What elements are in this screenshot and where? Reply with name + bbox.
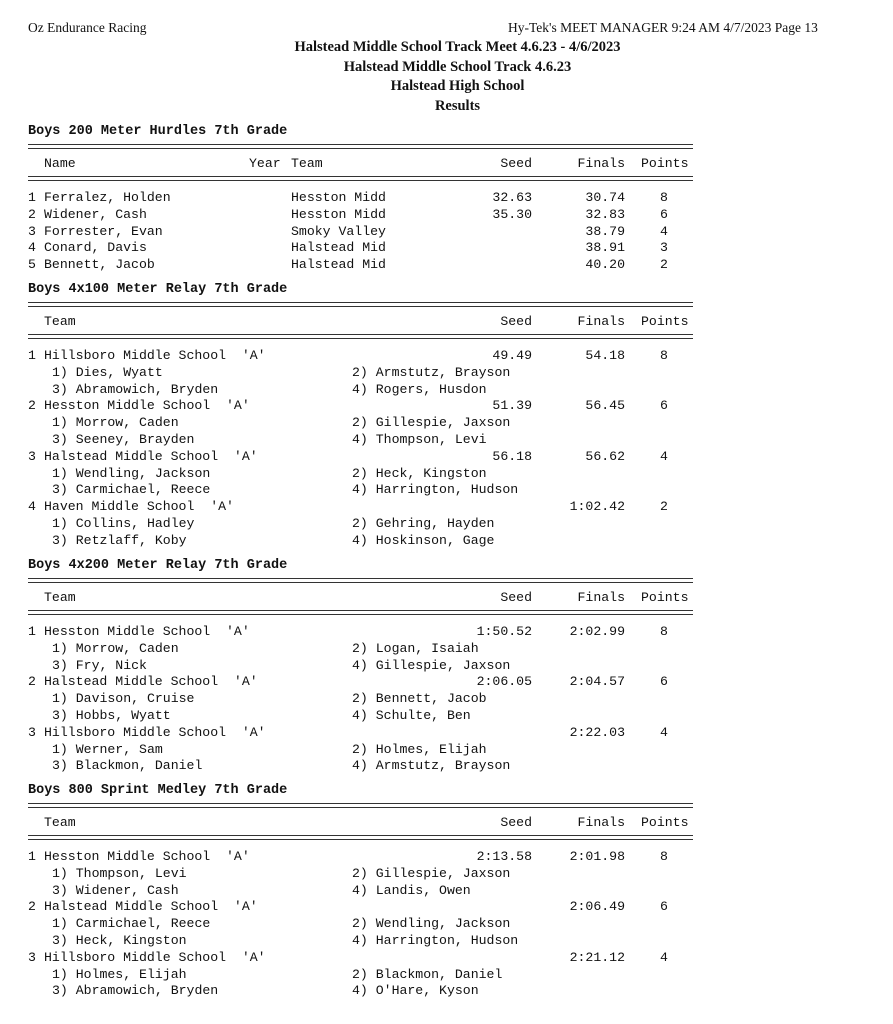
meet-venue: Halstead High School bbox=[390, 78, 525, 94]
relay-runner: 3) Blackmon, Daniel bbox=[52, 758, 203, 774]
column-header-finals: Finals bbox=[577, 314, 625, 329]
finals-time: 2:02.99 bbox=[569, 624, 625, 639]
column-header-seed: Seed bbox=[500, 590, 532, 605]
result-place: 3 bbox=[28, 949, 36, 965]
column-header-team: Team bbox=[44, 314, 76, 329]
finals-time: 32.83 bbox=[585, 206, 625, 222]
column-header-name: Name bbox=[44, 156, 76, 171]
relay-runner: 3) Abramowich, Bryden bbox=[52, 983, 219, 999]
finals-time: 38.91 bbox=[585, 240, 625, 256]
relay-runner: 4) Schulte, Ben bbox=[352, 708, 471, 723]
points-value: 8 bbox=[660, 348, 668, 363]
relay-team: Hillsboro Middle School 'A' bbox=[44, 348, 266, 363]
relay-team: Hillsboro Middle School 'A' bbox=[44, 949, 266, 965]
athlete-team: Hesston Midd bbox=[291, 206, 386, 222]
finals-time: 2:22.03 bbox=[569, 724, 625, 740]
seed-time: 49.49 bbox=[492, 348, 532, 363]
relay-runner: 3) Carmichael, Reece bbox=[52, 482, 211, 498]
relay-runner: 3) Retzlaff, Koby bbox=[52, 532, 187, 548]
relay-runner: 3) Fry, Nick bbox=[52, 657, 147, 673]
relay-runner: 1) Thompson, Levi bbox=[52, 865, 187, 881]
relay-runner: 4) Gillespie, Jaxson bbox=[352, 657, 511, 673]
event-title: Boys 4x100 Meter Relay 7th Grade bbox=[28, 282, 288, 297]
points-value: 4 bbox=[660, 724, 668, 740]
column-header-points: Points bbox=[641, 314, 689, 329]
result-place: 2 bbox=[28, 206, 36, 222]
seed-time: 51.39 bbox=[492, 398, 532, 414]
finals-time: 40.20 bbox=[585, 257, 625, 273]
athlete-name: Ferralez, Holden bbox=[44, 190, 171, 205]
points-value: 2 bbox=[660, 499, 668, 515]
header-software-info: Hy-Tek's MEET MANAGER 9:24 AM 4/7/2023 Page 13 bbox=[508, 20, 818, 35]
double-rule-divider bbox=[28, 302, 693, 307]
athlete-name: Conard, Davis bbox=[44, 240, 147, 256]
relay-runner: 3) Abramowich, Bryden bbox=[52, 381, 219, 397]
relay-runner: 2) Bennett, Jacob bbox=[352, 691, 487, 707]
meet-title: Halstead Middle School Track Meet 4.6.23 - 4/6/2023 bbox=[294, 39, 621, 55]
relay-team: Halstead Middle School 'A' bbox=[44, 448, 258, 464]
event-title: Boys 200 Meter Hurdles 7th Grade bbox=[28, 124, 288, 139]
seed-time: 35.30 bbox=[492, 206, 532, 222]
double-rule-divider bbox=[28, 334, 693, 339]
relay-runner: 4) Landis, Owen bbox=[352, 882, 471, 898]
result-place: 2 bbox=[28, 674, 36, 690]
relay-team: Halstead Middle School 'A' bbox=[44, 674, 258, 690]
relay-runner: 2) Heck, Kingston bbox=[352, 465, 487, 481]
column-header-finals: Finals bbox=[577, 156, 625, 171]
column-header-points: Points bbox=[641, 815, 689, 830]
relay-team: Hesston Middle School 'A' bbox=[44, 624, 250, 639]
column-header-points: Points bbox=[641, 156, 689, 171]
relay-runner: 4) Hoskinson, Gage bbox=[352, 532, 495, 548]
result-place: 5 bbox=[28, 257, 36, 273]
seed-time: 32.63 bbox=[492, 190, 532, 205]
result-place: 2 bbox=[28, 899, 36, 915]
relay-runner: 4) O'Hare, Kyson bbox=[352, 983, 479, 999]
column-header-team: Team bbox=[44, 590, 76, 605]
relay-runner: 4) Harrington, Hudson bbox=[352, 933, 519, 948]
finals-time: 2:01.98 bbox=[569, 849, 625, 864]
points-value: 6 bbox=[660, 899, 668, 915]
seed-time: 2:13.58 bbox=[476, 849, 532, 864]
relay-runner: 4) Thompson, Levi bbox=[352, 432, 487, 447]
result-place: 4 bbox=[28, 240, 36, 256]
result-place: 4 bbox=[28, 499, 36, 515]
column-header-team: Team bbox=[44, 815, 76, 830]
relay-runner: 3) Heck, Kingston bbox=[52, 933, 187, 948]
relay-runner: 1) Morrow, Caden bbox=[52, 640, 179, 656]
seed-time: 2:06.05 bbox=[476, 674, 532, 690]
column-header-points: Points bbox=[641, 590, 689, 605]
relay-runner: 3) Seeney, Brayden bbox=[52, 432, 195, 447]
points-value: 8 bbox=[660, 190, 668, 205]
result-place: 3 bbox=[28, 724, 36, 740]
finals-time: 2:21.12 bbox=[569, 949, 625, 965]
column-header-finals: Finals bbox=[577, 815, 625, 830]
event-title: Boys 4x200 Meter Relay 7th Grade bbox=[28, 558, 288, 573]
column-header-year: Year bbox=[249, 156, 281, 171]
relay-runner: 2) Blackmon, Daniel bbox=[352, 966, 503, 982]
column-header-team: Team bbox=[291, 156, 323, 171]
finals-time: 30.74 bbox=[585, 190, 625, 205]
result-place: 2 bbox=[28, 398, 36, 414]
relay-runner: 1) Carmichael, Reece bbox=[52, 916, 211, 932]
double-rule-divider bbox=[28, 610, 693, 615]
result-place: 1 bbox=[28, 624, 36, 639]
finals-time: 38.79 bbox=[585, 223, 625, 239]
points-value: 6 bbox=[660, 398, 668, 414]
athlete-team: Smoky Valley bbox=[291, 223, 386, 239]
points-value: 6 bbox=[660, 206, 668, 222]
relay-team: Haven Middle School 'A' bbox=[44, 499, 234, 515]
finals-time: 1:02.42 bbox=[569, 499, 625, 515]
relay-team: Hillsboro Middle School 'A' bbox=[44, 724, 266, 740]
column-header-seed: Seed bbox=[500, 314, 532, 329]
points-value: 8 bbox=[660, 849, 668, 864]
athlete-team: Halstead Mid bbox=[291, 257, 386, 273]
double-rule-divider bbox=[28, 835, 693, 840]
result-place: 1 bbox=[28, 849, 36, 864]
column-header-finals: Finals bbox=[577, 590, 625, 605]
column-header-seed: Seed bbox=[500, 815, 532, 830]
seed-time: 1:50.52 bbox=[476, 624, 532, 639]
relay-runner: 4) Rogers, Husdon bbox=[352, 381, 487, 397]
relay-runner: 2) Gehring, Hayden bbox=[352, 516, 495, 531]
finals-time: 56.62 bbox=[585, 448, 625, 464]
points-value: 2 bbox=[660, 257, 668, 273]
relay-runner: 2) Armstutz, Brayson bbox=[352, 364, 511, 380]
finals-time: 54.18 bbox=[585, 348, 625, 363]
points-value: 4 bbox=[660, 223, 668, 239]
relay-runner: 1) Collins, Hadley bbox=[52, 516, 195, 531]
header-organization: Oz Endurance Racing bbox=[28, 20, 147, 35]
athlete-name: Widener, Cash bbox=[44, 206, 147, 222]
relay-runner: 3) Hobbs, Wyatt bbox=[52, 708, 171, 723]
relay-runner: 1) Holmes, Elijah bbox=[52, 966, 187, 982]
athlete-team: Hesston Midd bbox=[291, 190, 386, 205]
event-title: Boys 800 Sprint Medley 7th Grade bbox=[28, 783, 288, 798]
points-value: 8 bbox=[660, 624, 668, 639]
result-place: 3 bbox=[28, 223, 36, 239]
double-rule-divider bbox=[28, 803, 693, 808]
result-place: 1 bbox=[28, 190, 36, 205]
seed-time: 56.18 bbox=[492, 448, 532, 464]
athlete-name: Bennett, Jacob bbox=[44, 257, 155, 273]
relay-runner: 2) Wendling, Jackson bbox=[352, 916, 511, 932]
relay-runner: 2) Logan, Isaiah bbox=[352, 640, 479, 656]
double-rule-divider bbox=[28, 144, 693, 149]
relay-runner: 1) Dies, Wyatt bbox=[52, 364, 163, 380]
relay-runner: 1) Davison, Cruise bbox=[52, 691, 195, 707]
double-rule-divider bbox=[28, 578, 693, 583]
relay-runner: 2) Holmes, Elijah bbox=[352, 741, 487, 757]
relay-runner: 1) Werner, Sam bbox=[52, 741, 163, 757]
relay-runner: 2) Gillespie, Jaxson bbox=[352, 415, 511, 431]
finals-time: 2:06.49 bbox=[569, 899, 625, 915]
relay-runner: 2) Gillespie, Jaxson bbox=[352, 865, 511, 881]
finals-time: 56.45 bbox=[585, 398, 625, 414]
relay-runner: 3) Widener, Cash bbox=[52, 882, 179, 898]
result-place: 3 bbox=[28, 448, 36, 464]
points-value: 4 bbox=[660, 949, 668, 965]
relay-team: Hesston Middle School 'A' bbox=[44, 849, 250, 864]
result-place: 1 bbox=[28, 348, 36, 363]
points-value: 4 bbox=[660, 448, 668, 464]
relay-runner: 4) Harrington, Hudson bbox=[352, 482, 519, 498]
relay-team: Halstead Middle School 'A' bbox=[44, 899, 258, 915]
column-header-seed: Seed bbox=[500, 156, 532, 171]
points-value: 6 bbox=[660, 674, 668, 690]
relay-team: Hesston Middle School 'A' bbox=[44, 398, 250, 414]
meet-subtitle: Halstead Middle School Track 4.6.23 bbox=[343, 59, 572, 75]
finals-time: 2:04.57 bbox=[569, 674, 625, 690]
relay-runner: 1) Morrow, Caden bbox=[52, 415, 179, 431]
points-value: 3 bbox=[660, 240, 668, 256]
double-rule-divider bbox=[28, 176, 693, 181]
results-heading: Results bbox=[434, 98, 481, 114]
relay-runner: 1) Wendling, Jackson bbox=[52, 465, 211, 481]
relay-runner: 4) Armstutz, Brayson bbox=[352, 758, 511, 774]
athlete-team: Halstead Mid bbox=[291, 240, 386, 256]
athlete-name: Forrester, Evan bbox=[44, 223, 163, 239]
